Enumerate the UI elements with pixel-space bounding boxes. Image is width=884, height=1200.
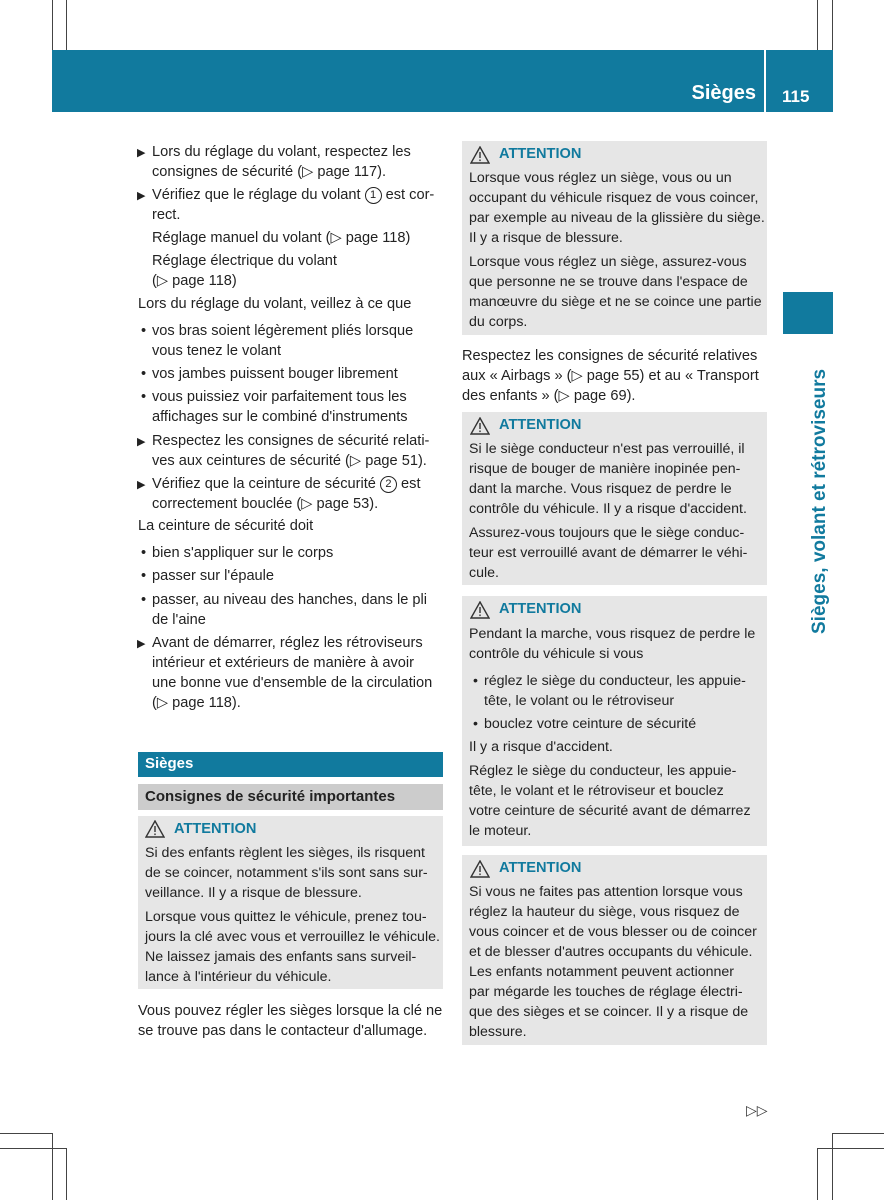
bullet-dot: • (141, 568, 147, 584)
text-line: risque de bouger de manière inopinée pen- (469, 461, 741, 477)
text-line: passer, au niveau des hanches, dans le pli (152, 592, 428, 608)
text-span: est (401, 476, 421, 492)
text-line: affichages sur le combiné d'instruments (152, 409, 408, 425)
text-line: rect. (152, 207, 181, 223)
text-line: contrôle du véhicule. Il y a risque d'accident. (469, 501, 747, 517)
bullet-item (473, 714, 697, 734)
text-line: tête, le volant et le rétroviseur et bouclez (469, 783, 724, 799)
text-line: par mégarde les touches de réglage électri- (469, 984, 743, 1000)
text-line: une bonne vue d'ensemble de la circulation (152, 675, 433, 691)
continue-indicator: ▷▷ (746, 1102, 768, 1118)
instruction-item (137, 185, 435, 225)
text-line: passer sur l'épaule (152, 568, 275, 584)
text-line: Réglez le siège du conducteur, les appuie- (469, 763, 737, 779)
text-line: (▷ page 118) (152, 273, 237, 289)
text-line: le moteur. (469, 823, 532, 839)
text-span: Vérifiez que la ceinture de sécurité (152, 476, 376, 492)
warning-heading: ATTENTION (499, 601, 582, 617)
text-line: des enfants » (▷ page 69). (462, 388, 636, 404)
bullet-item (141, 566, 275, 586)
warning-text (469, 882, 757, 1042)
instruction-item (137, 431, 430, 471)
page-number: 115 (782, 87, 810, 106)
crop-mark (817, 1148, 818, 1200)
crop-mark (832, 1133, 884, 1134)
text-line: lance à l'intérieur du véhicule. (145, 969, 332, 985)
crop-mark (66, 0, 67, 50)
bullet-dot: • (473, 673, 478, 689)
text-line: réglez la hauteur du siège, vous risquez de (469, 904, 740, 920)
warning-text (145, 843, 440, 987)
bullet-dot: • (141, 545, 147, 561)
text-line: vous tenez le volant (152, 343, 281, 359)
bullet-item (141, 387, 408, 427)
text-line: Si le siège conducteur n'est pas verrouillé, il (469, 441, 745, 457)
text-line: vos jambes puissent bouger librement (152, 366, 398, 382)
text-line: Lorsque vous réglez un siège, vous ou un (469, 170, 732, 186)
text-line: ves aux ceintures de sécurité (▷ page 51). (152, 453, 427, 469)
warning-triangle-icon (145, 820, 165, 838)
warning-triangle-icon (470, 146, 490, 164)
bullet-item (473, 671, 746, 711)
crop-mark (817, 1148, 884, 1149)
text-line: consignes de sécurité (▷ page 117). (152, 164, 387, 180)
text-line: Respectez les consignes de sécurité relati- (152, 433, 430, 449)
text-line: que des sièges et se coincer. Il y a risque de (469, 1004, 749, 1020)
text-line: Respectez les consignes de sécurité relatives (462, 348, 758, 364)
crop-mark (52, 0, 53, 50)
bullet-dot: • (473, 716, 478, 732)
sub-item: Réglage manuel du volant (▷ page 118) (152, 230, 411, 246)
text-line: de l'aine (152, 612, 206, 628)
crop-mark (817, 0, 818, 50)
text-line: Assurez-vous toujours que le siège conduc- (469, 525, 745, 541)
crop-mark (0, 1133, 52, 1134)
bullet-item (141, 364, 398, 384)
text-line: Si vous ne faites pas attention lorsque vous (469, 884, 743, 900)
text-line: veillance. Il y a risque de blessure. (145, 885, 362, 901)
text-line: Si des enfants règlent les sièges, ils risquent (145, 845, 425, 861)
text-line: vous puissiez voir parfaitement tous les (152, 389, 407, 405)
crop-mark (66, 1148, 67, 1200)
chapter-tab (783, 292, 833, 334)
text-line: jours la clé avec vous et verrouillez le véhicule. (145, 929, 440, 945)
warning-heading: ATTENTION (499, 417, 582, 433)
paragraph (462, 346, 759, 406)
header-divider (764, 50, 766, 112)
text-line: Lors du réglage du volant, respectez les (152, 144, 411, 160)
text-line: dant la marche. Vous risquez de perdre le (469, 481, 732, 497)
text-line: que personne ne se trouve dans l'espace de (469, 274, 748, 290)
text-line: bouclez votre ceinture de sécurité (484, 716, 697, 732)
page-title: Sièges (691, 82, 756, 104)
text-line: Réglage électrique du volant (152, 253, 337, 269)
text-line: votre ceinture de sécurité avant de démarrez (469, 803, 751, 819)
text-line: Pendant la marche, vous risquez de perdre le (469, 626, 756, 642)
paragraph (138, 1001, 442, 1041)
text-line: intérieur et extérieurs de manière à avoir (152, 655, 415, 671)
text-line: aux « Airbags » (▷ page 55) et au « Transport (462, 368, 759, 384)
text-line: Il y a risque d'accident. (469, 739, 613, 755)
warning-heading: ATTENTION (174, 821, 257, 837)
bullet-item (141, 321, 414, 361)
text-line: teur est verrouillé avant de démarrer le véhi- (469, 545, 748, 561)
instruction-item (137, 633, 433, 713)
text-line: Les enfants notamment peuvent actionner (469, 964, 735, 980)
bullet-dot: • (141, 592, 147, 608)
text-line: correctement bouclée (▷ page 53). (152, 496, 379, 512)
text-line: du corps. (469, 314, 528, 330)
instruction-item (137, 474, 421, 514)
arrow-bullet-icon: ▶ (137, 436, 146, 448)
text-line: contrôle du véhicule si vous (469, 646, 644, 662)
text-line: blessure. (469, 1024, 527, 1040)
warning-text (469, 168, 765, 332)
text-line: Lorsque vous quittez le véhicule, prenez tou- (145, 909, 427, 925)
chapter-label-text: Sièges, volant et rétroviseurs (809, 368, 830, 634)
text-line: Ne laissez jamais des enfants sans surveil- (145, 949, 417, 965)
text-line: se trouve pas dans le contacteur d'allumage. (138, 1023, 428, 1039)
text-line (152, 185, 434, 205)
bullet-dot: • (141, 366, 147, 382)
arrow-bullet-icon: ▶ (137, 190, 146, 202)
crop-mark (832, 0, 833, 50)
warning-triangle-icon (470, 417, 490, 435)
callout-number-1: 1 (365, 187, 382, 204)
text-line: Lorsque vous réglez un siège, assurez-vous (469, 254, 747, 270)
text-line: et de blesser d'autres occupants du véhicule. (469, 944, 753, 960)
text-line: vous coincer et de vous blesser ou de coincer (469, 924, 757, 940)
crop-mark (52, 1133, 53, 1200)
warning-text (469, 439, 747, 583)
text-line: bien s'appliquer sur le corps (152, 545, 334, 561)
bullet-item (141, 543, 334, 563)
warning-triangle-icon (470, 860, 490, 878)
text-line: de se coincer, notamment s'ils sont sans sur- (145, 865, 428, 881)
text-span: est cor- (385, 187, 435, 203)
text-line: (▷ page 118). (152, 695, 241, 711)
arrow-bullet-icon: ▶ (137, 147, 146, 159)
warning-triangle-icon (470, 601, 490, 619)
crop-mark (832, 1133, 833, 1200)
text-line: manœuvre du siège et ne se coince une partie (469, 294, 762, 310)
warning-text (469, 737, 751, 841)
text-line: tête, le volant ou le rétroviseur (484, 693, 675, 709)
text-line: réglez le siège du conducteur, les appuie- (484, 673, 746, 689)
warning-heading: ATTENTION (499, 860, 582, 876)
warning-heading: ATTENTION (499, 146, 582, 162)
callout-number-2: 2 (380, 476, 397, 493)
arrow-bullet-icon: ▶ (137, 479, 146, 491)
text-line: occupant du véhicule risquez de vous coincer, (469, 190, 759, 206)
text-line (152, 474, 421, 494)
arrow-bullet-icon: ▶ (137, 638, 146, 650)
crop-mark (0, 1148, 66, 1149)
text-line: Vous pouvez régler les sièges lorsque la clé ne (138, 1003, 443, 1019)
text-line: Avant de démarrer, réglez les rétroviseurs (152, 635, 423, 651)
paragraph: La ceinture de sécurité doit (138, 518, 314, 534)
bullet-item (141, 590, 428, 630)
bullet-dot: • (141, 389, 147, 405)
bullet-dot: • (141, 323, 147, 339)
text-line: cule. (469, 565, 499, 581)
text-line: vos bras soient légèrement pliés lorsque (152, 323, 414, 339)
text-line: par exemple au niveau de la glissière du siège. (469, 210, 765, 226)
instruction-item (137, 142, 411, 182)
paragraph: Lors du réglage du volant, veillez à ce que (138, 296, 412, 312)
section-heading: Sièges (145, 755, 194, 772)
warning-text (469, 624, 755, 664)
subsection-heading: Consignes de sécurité importantes (145, 788, 396, 805)
text-line: Il y a risque de blessure. (469, 230, 623, 246)
text-span: Vérifiez que le réglage du volant (152, 187, 361, 203)
sub-item (152, 251, 337, 291)
